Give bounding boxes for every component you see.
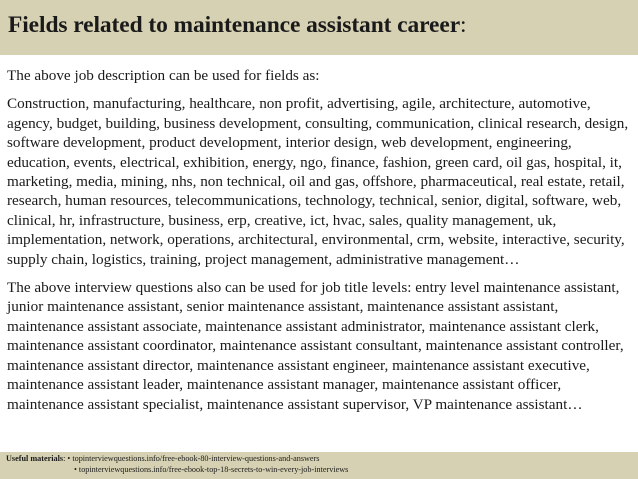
job-levels-paragraph: The above interview questions also can be used for job title levels: entry level maintenance assistant, junior maintenance assistant, senior maintenance assistant, maintenance assistant assistant, maintenance assistant associate, maintenance assistant administrator, maintenance assistant clerk, maintenance assistant coordinator, maintenance assistant consultant, maintenance assistant controller, maintenance assistant director, maintenance assistant engineer, maintenance assistant executive, maintenance assistant leader, maintenance assistant manager, maintenance assistant officer, maintenance assistant specialist, maintenance assistant supervisor, VP maintenance assistant… [7,279,624,413]
footer-link-1[interactable]: • topinterviewquestions.info/free-ebook-80-interview-questions-and-answers [67,454,320,463]
footer-label: Useful materials [6,454,64,463]
footer-row-2 [6,465,638,476]
page-title-text: Fields related to maintenance assistant career [8,12,461,38]
footer-separator: : [63,454,68,463]
intro-text: The above job description can be used for fields as: [7,67,320,84]
footer [0,452,638,479]
fields-paragraph: Construction, manufacturing, healthcare, non profit, advertising, agile, architecture, automotive, agency, budget, building, business development, consulting, communication, clinical research, design, software development, product development, interior design, web development, engineering, education, events, electrical, exhibition, energy, ngo, finance, fashion, green card, oil gas, hospital, it, marketing, media, mining, nhs, non technical, oil and gas, offshore, pharmaceutical, real estate, retail, research, human resources, telecommunications, technology, technical, senior, digital, software, web, clinical, hr, infrastructure, business, erp, creative, ict, hvac, sales, quality management, uk, implementation, network, operations, architectural, environmental, crm, website, interactive, security, supply chain, logistics, training, project management, administrative management… [7,95,629,268]
main-content [7,66,633,414]
footer-link-2[interactable]: • topinterviewquestions.info/free-ebook-top-18-secrets-to-win-every-job-interviews [74,464,349,474]
page-title-colon: : [460,12,467,38]
footer-row-1 [6,454,638,465]
title-bar [0,0,638,55]
page-title [8,12,638,39]
